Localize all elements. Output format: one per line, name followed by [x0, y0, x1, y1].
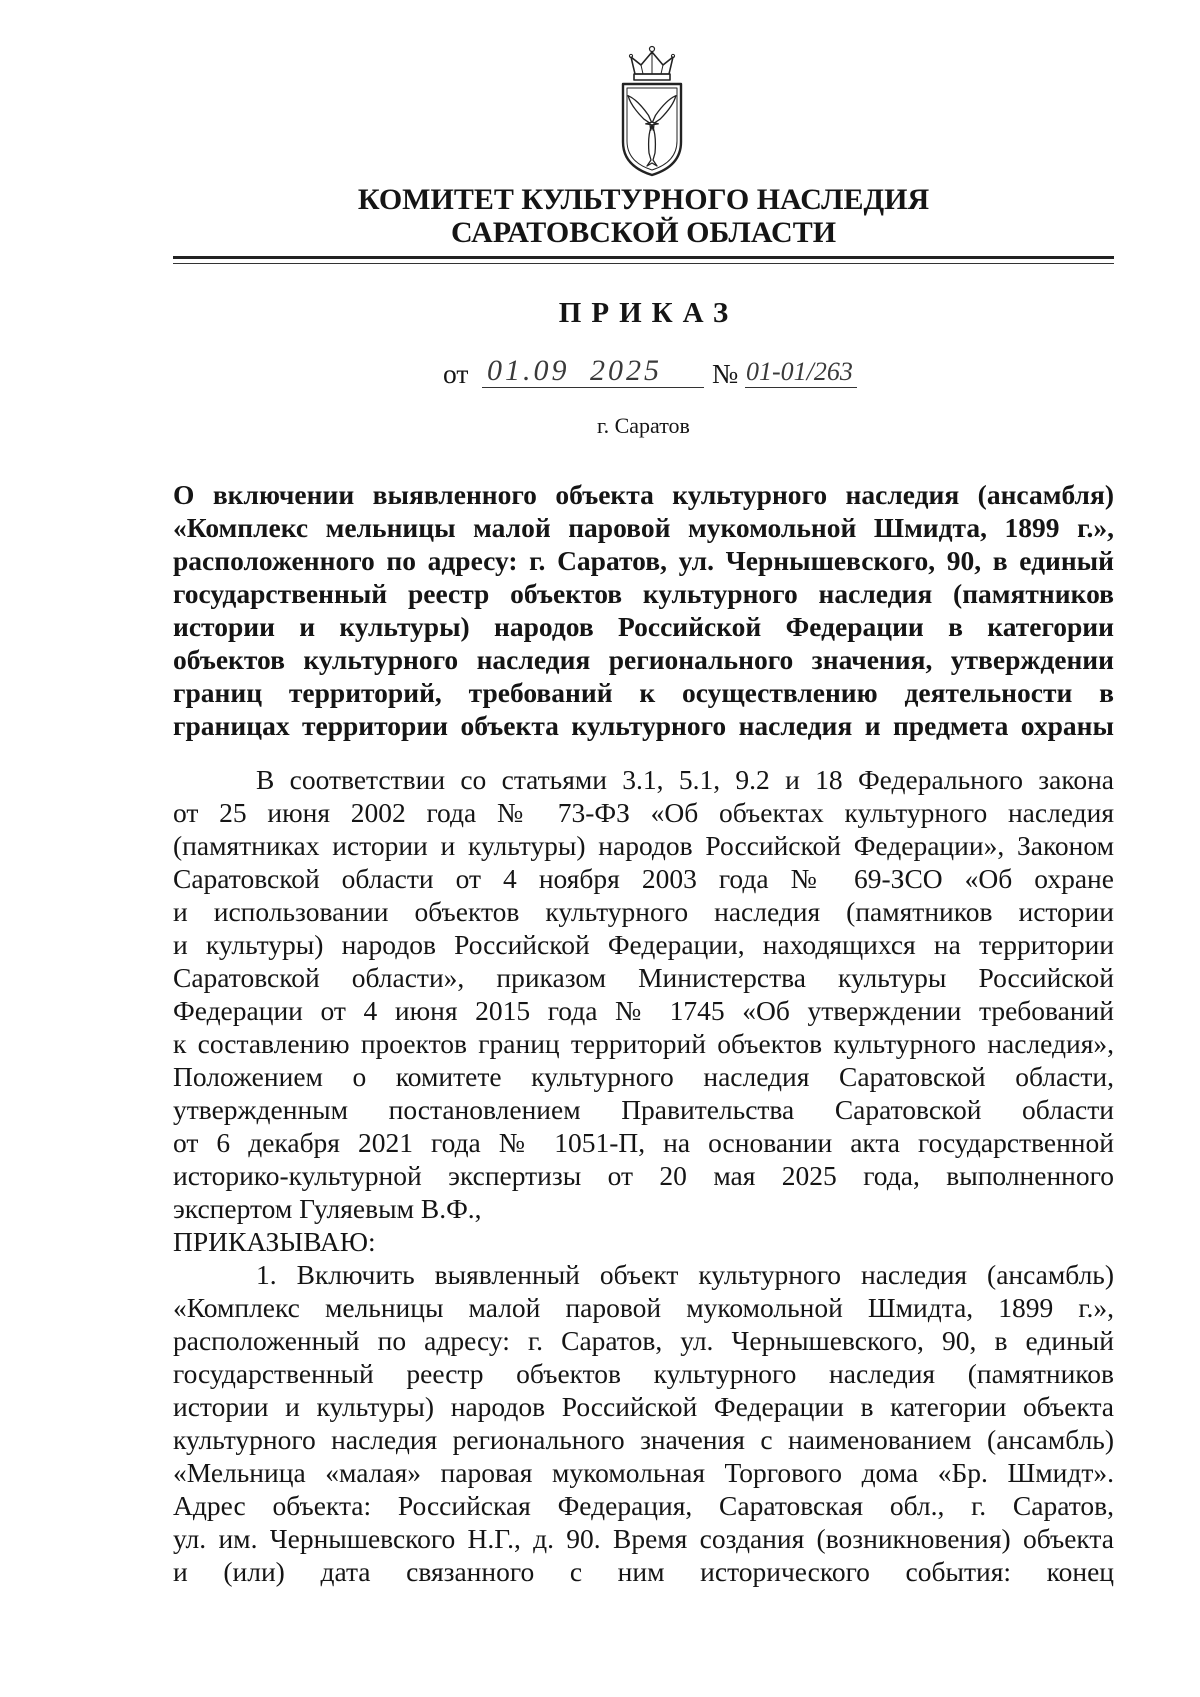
item-line: «Комплекс мельницы малой паровой мукомольной Шмидта, 1899 г.», [173, 1292, 1114, 1323]
header-rule-thick [173, 256, 1114, 259]
preamble-line: экспертом Гуляевым В.Ф., [173, 1193, 482, 1224]
preamble-paragraph [173, 763, 1114, 1225]
item-line: и (или) дата связанного с ним исторического события: конец [173, 1556, 1114, 1587]
preamble-line: и использовании объектов культурного наследия (памятников истории [173, 896, 1114, 927]
preamble-line: Саратовской области от 4 ноября 2003 года № 69-ЗСО «Об охране [173, 863, 1114, 894]
preamble-line: Федерации от 4 июня 2015 года № 1745 «Об утверждении требований [173, 995, 1114, 1026]
subject-line: «Комплекс мельницы малой паровой мукомольной Шмидта, 1899 г.», [173, 512, 1114, 543]
preamble-line: и культуры) народов Российской Федерации, находящихся на территории [173, 929, 1114, 960]
item-line: расположенный по адресу: г. Саратов, ул. Чернышевского, 90, в единый [173, 1325, 1114, 1356]
date-prefix: от [443, 358, 469, 389]
organization-name [173, 183, 1114, 249]
document-title: ПРИКАЗ [558, 297, 739, 329]
subject-line: объектов культурного наследия регионального значения, утверждении [173, 644, 1114, 675]
order-date-handwritten: 01.09 2025 [487, 354, 662, 387]
order-subject [173, 478, 1114, 742]
organization-name-line-1: КОМИТЕТ КУЛЬТУРНОГО НАСЛЕДИЯ [357, 183, 930, 216]
item-line: 1. Включить выявленный объект культурного наследия (ансамбль) [256, 1259, 1114, 1290]
preamble-line: В соответствии со статьями 3.1, 5.1, 9.2 и 18 Федерального закона [256, 764, 1114, 795]
coat-of-arms-icon [616, 44, 688, 178]
item-line: культурного наследия регионального значения с наименованием (ансамбль) [173, 1424, 1114, 1455]
subject-line: государственный реестр объектов культурного наследия (памятников [173, 578, 1114, 609]
order-city: г. Саратов [597, 413, 690, 438]
order-item-1 [173, 1258, 1114, 1588]
directive-word: ПРИКАЗЫВАЮ: [173, 1226, 376, 1257]
preamble-line: к составлению проектов границ территорий объектов культурного наследия», [173, 1028, 1114, 1059]
item-line: государственный реестр объектов культурного наследия (памятников [173, 1358, 1114, 1389]
order-number-handwritten: 01-01/263 [746, 357, 853, 386]
subject-line: О включении выявленного объекта культурного наследия (ансамбля) [173, 479, 1114, 510]
header-rule-thin [173, 263, 1114, 264]
preamble-line: от 6 декабря 2021 года № 1051-П, на основании акта государственной [173, 1127, 1114, 1158]
subject-line: расположенного по адресу: г. Саратов, ул. Чернышевского, 90, в единый [173, 545, 1114, 576]
preamble-line: историко-культурной экспертизы от 20 мая 2025 года, выполненного [173, 1160, 1114, 1191]
preamble-line: (памятниках истории и культуры) народов Российской Федерации», Законом [173, 830, 1114, 861]
order-body [173, 763, 1114, 1588]
organization-name-line-2: САРАТОВСКОЙ ОБЛАСТИ [450, 216, 837, 249]
item-line: ул. им. Чернышевского Н.Г., д. 90. Время создания (возникновения) объекта [173, 1523, 1114, 1554]
preamble-line: утвержденным постановлением Правительства Саратовской области [173, 1094, 1114, 1125]
item-line: «Мельница «малая» паровая мукомольная Торгового дома «Бр. Шмидт». [173, 1457, 1114, 1488]
subject-line: границах территории объекта культурного наследия и предмета охраны [173, 710, 1114, 741]
subject-line: истории и культуры) народов Российской Федерации в категории [173, 611, 1114, 642]
item-line: Адрес объекта: Российская Федерация, Саратовская обл., г. Саратов, [173, 1490, 1114, 1521]
subject-line: границ территорий, требований к осуществлению деятельности в [173, 677, 1114, 708]
preamble-line: от 25 июня 2002 года № 73-ФЗ «Об объектах культурного наследия [173, 797, 1114, 828]
item-line: истории и культуры) народов Российской Федерации в категории объекта [173, 1391, 1114, 1422]
preamble-line: Саратовской области», приказом Министерства культуры Российской [173, 962, 1114, 993]
preamble-line: Положением о комитете культурного наследия Саратовской области, [173, 1061, 1114, 1092]
number-prefix: № [712, 358, 739, 389]
